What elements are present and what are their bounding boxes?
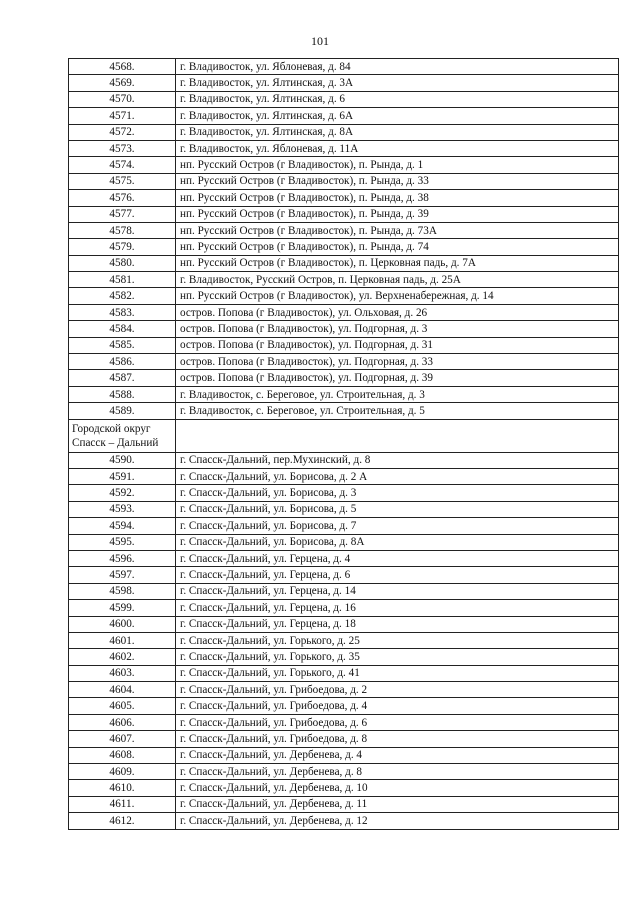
- row-number: 4587.: [69, 370, 176, 386]
- row-number: 4605.: [69, 698, 176, 714]
- row-number: 4594.: [69, 518, 176, 534]
- row-number: 4581.: [69, 272, 176, 288]
- row-address: г. Спасск-Дальний, ул. Грибоедова, д. 4: [176, 698, 619, 714]
- row-address: г. Спасск-Дальний, ул. Борисова, д. 2 А: [176, 468, 619, 484]
- row-address: г. Спасск-Дальний, ул. Герцена, д. 18: [176, 616, 619, 632]
- row-number: 4608.: [69, 747, 176, 763]
- row-number: 4570.: [69, 91, 176, 107]
- table-row: [69, 485, 619, 501]
- row-address: г. Спасск-Дальний, ул. Дербенева, д. 12: [176, 813, 619, 829]
- section-row: [69, 419, 619, 452]
- row-number: 4577.: [69, 206, 176, 222]
- table-row: [69, 239, 619, 255]
- row-number: 4580.: [69, 255, 176, 271]
- row-address: нп. Русский Остров (г Владивосток), ул. Верхненабережная, д. 14: [176, 288, 619, 304]
- row-number: 4598.: [69, 583, 176, 599]
- row-number: 4597.: [69, 567, 176, 583]
- row-number: 4601.: [69, 632, 176, 648]
- row-number: 4588.: [69, 386, 176, 402]
- row-address: г. Спасск-Дальний, ул. Борисова, д. 7: [176, 518, 619, 534]
- row-address: г. Спасск-Дальний, ул. Дербенева, д. 11: [176, 796, 619, 812]
- row-address: г. Владивосток, ул. Ялтинская, д. 6: [176, 91, 619, 107]
- table-row: [69, 518, 619, 534]
- row-address: г. Владивосток, ул. Ялтинская, д. 8А: [176, 124, 619, 140]
- row-address: г. Спасск-Дальний, ул. Грибоедова, д. 2: [176, 682, 619, 698]
- row-number: 4575.: [69, 173, 176, 189]
- table-row: [69, 534, 619, 550]
- row-address: г. Спасск-Дальний, ул. Горького, д. 35: [176, 649, 619, 665]
- table-row: [69, 140, 619, 156]
- row-number: 4595.: [69, 534, 176, 550]
- row-address: г. Спасск-Дальний, ул. Борисова, д. 5: [176, 501, 619, 517]
- table-row: [69, 780, 619, 796]
- table-row: [69, 59, 619, 75]
- table-row: [69, 452, 619, 468]
- table-row: [69, 222, 619, 238]
- row-address: остров. Попова (г Владивосток), ул. Подгорная, д. 33: [176, 354, 619, 370]
- row-number: 4586.: [69, 354, 176, 370]
- row-number: 4574.: [69, 157, 176, 173]
- row-number: 4582.: [69, 288, 176, 304]
- row-number: 4571.: [69, 108, 176, 124]
- row-address: г. Владивосток, ул. Ялтинская, д. 6А: [176, 108, 619, 124]
- row-number: 4585.: [69, 337, 176, 353]
- row-address: нп. Русский Остров (г Владивосток), п. Рында, д. 33: [176, 173, 619, 189]
- row-address: г. Владивосток, с. Береговое, ул. Строительная, д. 5: [176, 403, 619, 419]
- row-number: 4578.: [69, 222, 176, 238]
- row-address: нп. Русский Остров (г Владивосток), п. Рында, д. 38: [176, 190, 619, 206]
- table-row: [69, 108, 619, 124]
- table-row: [69, 632, 619, 648]
- row-address: нп. Русский Остров (г Владивосток), п. Рында, д. 73А: [176, 222, 619, 238]
- row-address: остров. Попова (г Владивосток), ул. Подгорная, д. 39: [176, 370, 619, 386]
- row-number: 4590.: [69, 452, 176, 468]
- row-address: г. Спасск-Дальний, ул. Герцена, д. 6: [176, 567, 619, 583]
- row-address: г. Спасск-Дальний, ул. Герцена, д. 4: [176, 550, 619, 566]
- row-address: г. Владивосток, ул. Ялтинская, д. 3А: [176, 75, 619, 91]
- table-row: [69, 600, 619, 616]
- table-row: [69, 124, 619, 140]
- row-number: 4579.: [69, 239, 176, 255]
- table-row: [69, 747, 619, 763]
- table-row: [69, 370, 619, 386]
- table-row: [69, 583, 619, 599]
- table-row: [69, 567, 619, 583]
- row-number: 4576.: [69, 190, 176, 206]
- row-address: г. Спасск-Дальний, ул. Грибоедова, д. 6: [176, 714, 619, 730]
- row-address: г. Спасск-Дальний, ул. Горького, д. 41: [176, 665, 619, 681]
- address-table-body: [69, 59, 619, 830]
- table-row: [69, 321, 619, 337]
- table-row: [69, 288, 619, 304]
- table-row: [69, 206, 619, 222]
- row-number: 4602.: [69, 649, 176, 665]
- table-row: [69, 731, 619, 747]
- table-row: [69, 682, 619, 698]
- row-address: г. Спасск-Дальний, ул. Борисова, д. 3: [176, 485, 619, 501]
- row-number: 4593.: [69, 501, 176, 517]
- table-row: [69, 337, 619, 353]
- row-address: г. Спасск-Дальний, ул. Дербенева, д. 10: [176, 780, 619, 796]
- row-address: г. Спасск-Дальний, ул. Герцена, д. 14: [176, 583, 619, 599]
- row-number: 4599.: [69, 600, 176, 616]
- row-number: 4603.: [69, 665, 176, 681]
- row-number: 4609.: [69, 764, 176, 780]
- table-row: [69, 501, 619, 517]
- table-row: [69, 75, 619, 91]
- row-address: г. Спасск-Дальний, ул. Дербенева, д. 4: [176, 747, 619, 763]
- row-number: 4611.: [69, 796, 176, 812]
- row-number: 4591.: [69, 468, 176, 484]
- row-address: нп. Русский Остров (г Владивосток), п. Рында, д. 74: [176, 239, 619, 255]
- table-row: [69, 173, 619, 189]
- table-row: [69, 255, 619, 271]
- row-address: г. Владивосток, ул. Яблоневая, д. 84: [176, 59, 619, 75]
- table-row: [69, 91, 619, 107]
- table-row: [69, 714, 619, 730]
- table-row: [69, 304, 619, 320]
- row-address: остров. Попова (г Владивосток), ул. Ольховая, д. 26: [176, 304, 619, 320]
- section-title: Городской округ Спасск – Дальний: [69, 419, 176, 452]
- table-row: [69, 190, 619, 206]
- row-number: 4612.: [69, 813, 176, 829]
- row-address: г. Владивосток, ул. Яблоневая, д. 11А: [176, 140, 619, 156]
- row-number: 4584.: [69, 321, 176, 337]
- table-row: [69, 764, 619, 780]
- address-table: [68, 58, 619, 830]
- row-address: г. Спасск-Дальний, ул. Грибоедова, д. 8: [176, 731, 619, 747]
- table-row: [69, 386, 619, 402]
- row-number: 4592.: [69, 485, 176, 501]
- row-address: г. Спасск-Дальний, ул. Герцена, д. 16: [176, 600, 619, 616]
- row-number: 4569.: [69, 75, 176, 91]
- row-number: 4610.: [69, 780, 176, 796]
- page-number: 101: [311, 34, 329, 48]
- table-row: [69, 665, 619, 681]
- row-address: остров. Попова (г Владивосток), ул. Подгорная, д. 3: [176, 321, 619, 337]
- table-row: [69, 550, 619, 566]
- row-number: 4600.: [69, 616, 176, 632]
- row-address: г. Спасск-Дальний, пер.Мухинский, д. 8: [176, 452, 619, 468]
- table-row: [69, 354, 619, 370]
- section-empty-cell: [176, 419, 619, 452]
- row-address: нп. Русский Остров (г Владивосток), п. Рында, д. 1: [176, 157, 619, 173]
- table-row: [69, 403, 619, 419]
- table-row: [69, 616, 619, 632]
- row-number: 4583.: [69, 304, 176, 320]
- row-number: 4589.: [69, 403, 176, 419]
- table-row: [69, 796, 619, 812]
- table-row: [69, 649, 619, 665]
- row-address: остров. Попова (г Владивосток), ул. Подгорная, д. 31: [176, 337, 619, 353]
- row-number: 4604.: [69, 682, 176, 698]
- row-number: 4607.: [69, 731, 176, 747]
- row-address: нп. Русский Остров (г Владивосток), п. Церковная падь, д. 7А: [176, 255, 619, 271]
- table-row: [69, 157, 619, 173]
- table-row: [69, 468, 619, 484]
- row-number: 4568.: [69, 59, 176, 75]
- row-number: 4606.: [69, 714, 176, 730]
- table-row: [69, 813, 619, 829]
- row-address: г. Владивосток, Русский Остров, п. Церковная падь, д. 25А: [176, 272, 619, 288]
- row-address: нп. Русский Остров (г Владивосток), п. Рында, д. 39: [176, 206, 619, 222]
- table-row: [69, 698, 619, 714]
- row-address: г. Спасск-Дальний, ул. Борисова, д. 8А: [176, 534, 619, 550]
- row-address: г. Спасск-Дальний, ул. Дербенева, д. 8: [176, 764, 619, 780]
- row-number: 4572.: [69, 124, 176, 140]
- row-address: г. Спасск-Дальний, ул. Горького, д. 25: [176, 632, 619, 648]
- row-address: г. Владивосток, с. Береговое, ул. Строительная, д. 3: [176, 386, 619, 402]
- row-number: 4573.: [69, 140, 176, 156]
- row-number: 4596.: [69, 550, 176, 566]
- table-row: [69, 272, 619, 288]
